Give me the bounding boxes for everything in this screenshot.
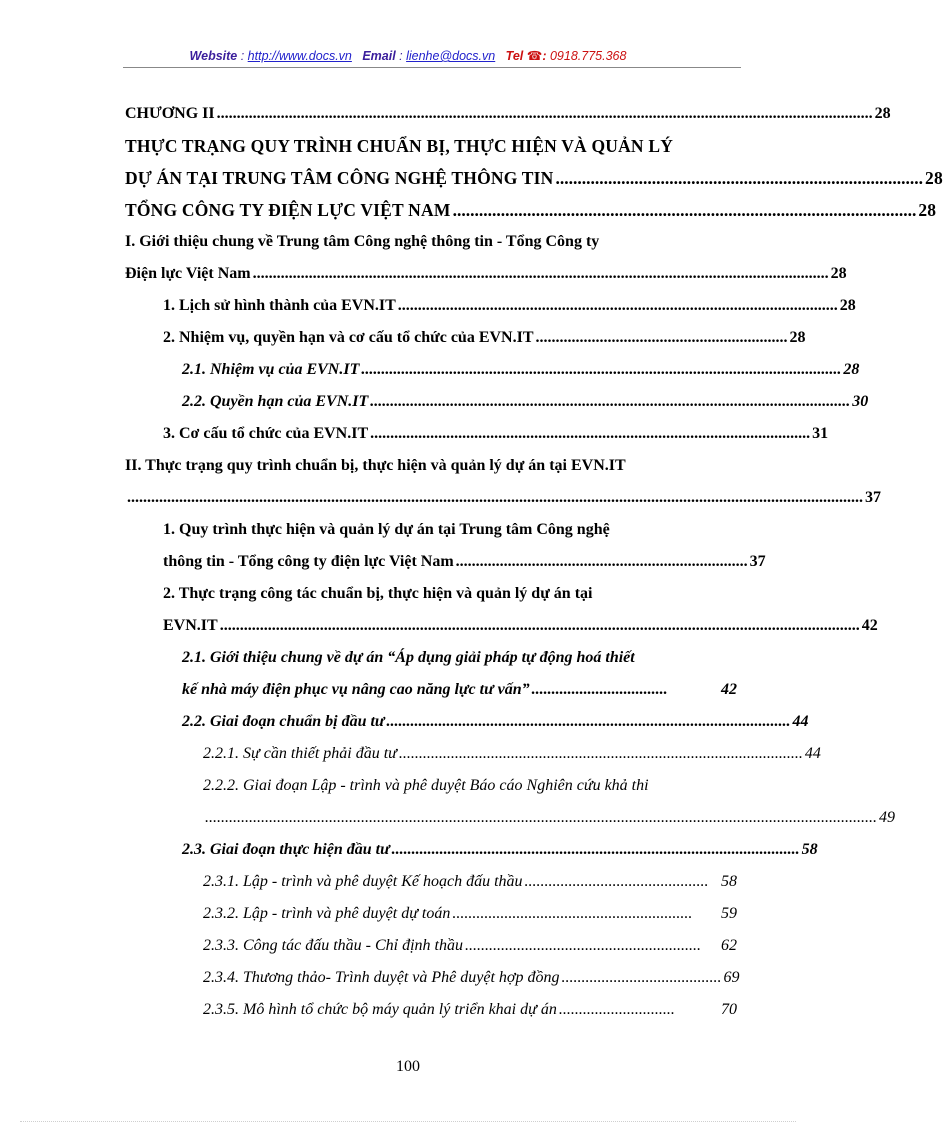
website-link[interactable]: http://www.docs.vn [247,49,352,63]
toc-row[interactable]: 2.2.2. Giai đoạn Lập - trình và phê duyệt Báo cáo Nghiên cứu khả thi [203,777,649,794]
toc-row[interactable]: EVN.IT ................................................................................................................................................................ 42 [163,617,878,634]
toc-row[interactable]: ........................................................................................................................................................................................ 37 [127,489,881,506]
phone-icon: ☎ [526,49,543,63]
toc-row[interactable]: 2.3.2. Lập - trình và phê duyệt dự toán ............................................................ 59 [203,905,737,922]
toc-row[interactable]: I. Giới thiệu chung về Trung tâm Công nghệ thông tin - Tổng Công ty [125,233,600,250]
toc-row[interactable]: TỔNG CÔNG TY ĐIỆN LỰC VIỆT NAM .......................................................................................................... 28 [125,200,937,220]
toc-row[interactable]: 2.3.5. Mô hình tổ chức bộ máy quản lý triển khai dự án ............................. 70 [203,1001,737,1018]
toc-row[interactable]: 2.3. Giai đoạn thực hiện đầu tư ...................................................................................................... 58 [182,841,818,858]
toc-row[interactable]: 2.2. Quyền hạn của EVN.IT ........................................................................................................................ 30 [182,393,869,410]
toc-row[interactable]: 2.3.1. Lập - trình và phê duyệt Kế hoạch đấu thầu .............................................. 58 [203,873,737,890]
toc-row[interactable]: 2.3.4. Thương thảo- Trình duyệt và Phê duyệt hợp đồng ........................................ 69 [203,969,740,986]
toc-row[interactable]: 2. Nhiệm vụ, quyền hạn và cơ cấu tổ chức của EVN.IT ............................................................... 28 [163,329,806,346]
page-header: Website : http://www.docs.vn Email : lienhe@docs.vn Tel ☎: 0918.775.368 [189,49,627,63]
page-number: 100 [396,1058,420,1075]
toc-row[interactable]: Điện lực Việt Nam ................................................................................................................................................ 28 [125,265,847,282]
email-label: Email [362,49,396,63]
toc-row[interactable]: ........................................................................................................................................................................ 49 [205,809,895,826]
email-colon: : [395,49,407,63]
toc-row[interactable]: kế nhà máy điện phục vụ nâng cao năng lực tư vấn” .................................. 42 [182,681,737,698]
toc-row[interactable]: 2.1. Giới thiệu chung về dự án “Áp dụng giải pháp tự động hoá thiết [182,649,635,666]
tel-label: Tel [505,49,524,63]
toc-row[interactable]: 2. Thực trạng công tác chuẩn bị, thực hiện và quản lý dự án tại [163,585,593,602]
toc-row[interactable]: 2.1. Nhiệm vụ của EVN.IT ........................................................................................................................ 28 [182,361,860,378]
table-of-contents [125,98,943,1026]
toc-row[interactable]: 2.3.3. Công tác đấu thầu - Chỉ định thầu ........................................................... 62 [203,937,737,954]
tel-value: 0918.775.368 [549,49,627,63]
email-link[interactable]: lienhe@docs.vn [406,49,496,63]
toc-row[interactable]: thông tin - Tổng công ty điện lực Việt Nam ......................................................................... 37 [163,553,766,570]
toc-row[interactable]: DỰ ÁN TẠI TRUNG TÂM CÔNG NGHỆ THÔNG TIN .................................................................................... 28 [125,168,943,188]
page-bottom-divider [20,1121,796,1122]
header-divider [123,67,741,68]
toc-row[interactable]: 2.2. Giai đoạn chuẩn bị đầu tư ..................................................................................................... 44 [182,713,809,730]
toc-row[interactable]: 3. Cơ cấu tổ chức của EVN.IT .............................................................................................................. 31 [163,425,829,442]
website-colon: : [237,49,248,63]
toc-row[interactable]: CHƯƠNG II .................................................................................................................................................................... 28 [125,105,891,122]
toc-row[interactable]: THỰC TRẠNG QUY TRÌNH CHUẨN BỊ, THỰC HIỆN VÀ QUẢN LÝ [125,136,674,156]
toc-row[interactable]: 1. Quy trình thực hiện và quản lý dự án tại Trung tâm Công nghệ [163,521,610,538]
website-label: Website [189,49,238,63]
toc-row[interactable]: II. Thực trạng quy trình chuẩn bị, thực hiện và quản lý dự án tại EVN.IT [125,457,626,474]
toc-row[interactable]: 2.2.1. Sự cần thiết phải đầu tư ..................................................................................................... 44 [203,745,821,762]
toc-row[interactable]: 1. Lịch sử hình thành của EVN.IT .............................................................................................................. 28 [163,297,856,314]
